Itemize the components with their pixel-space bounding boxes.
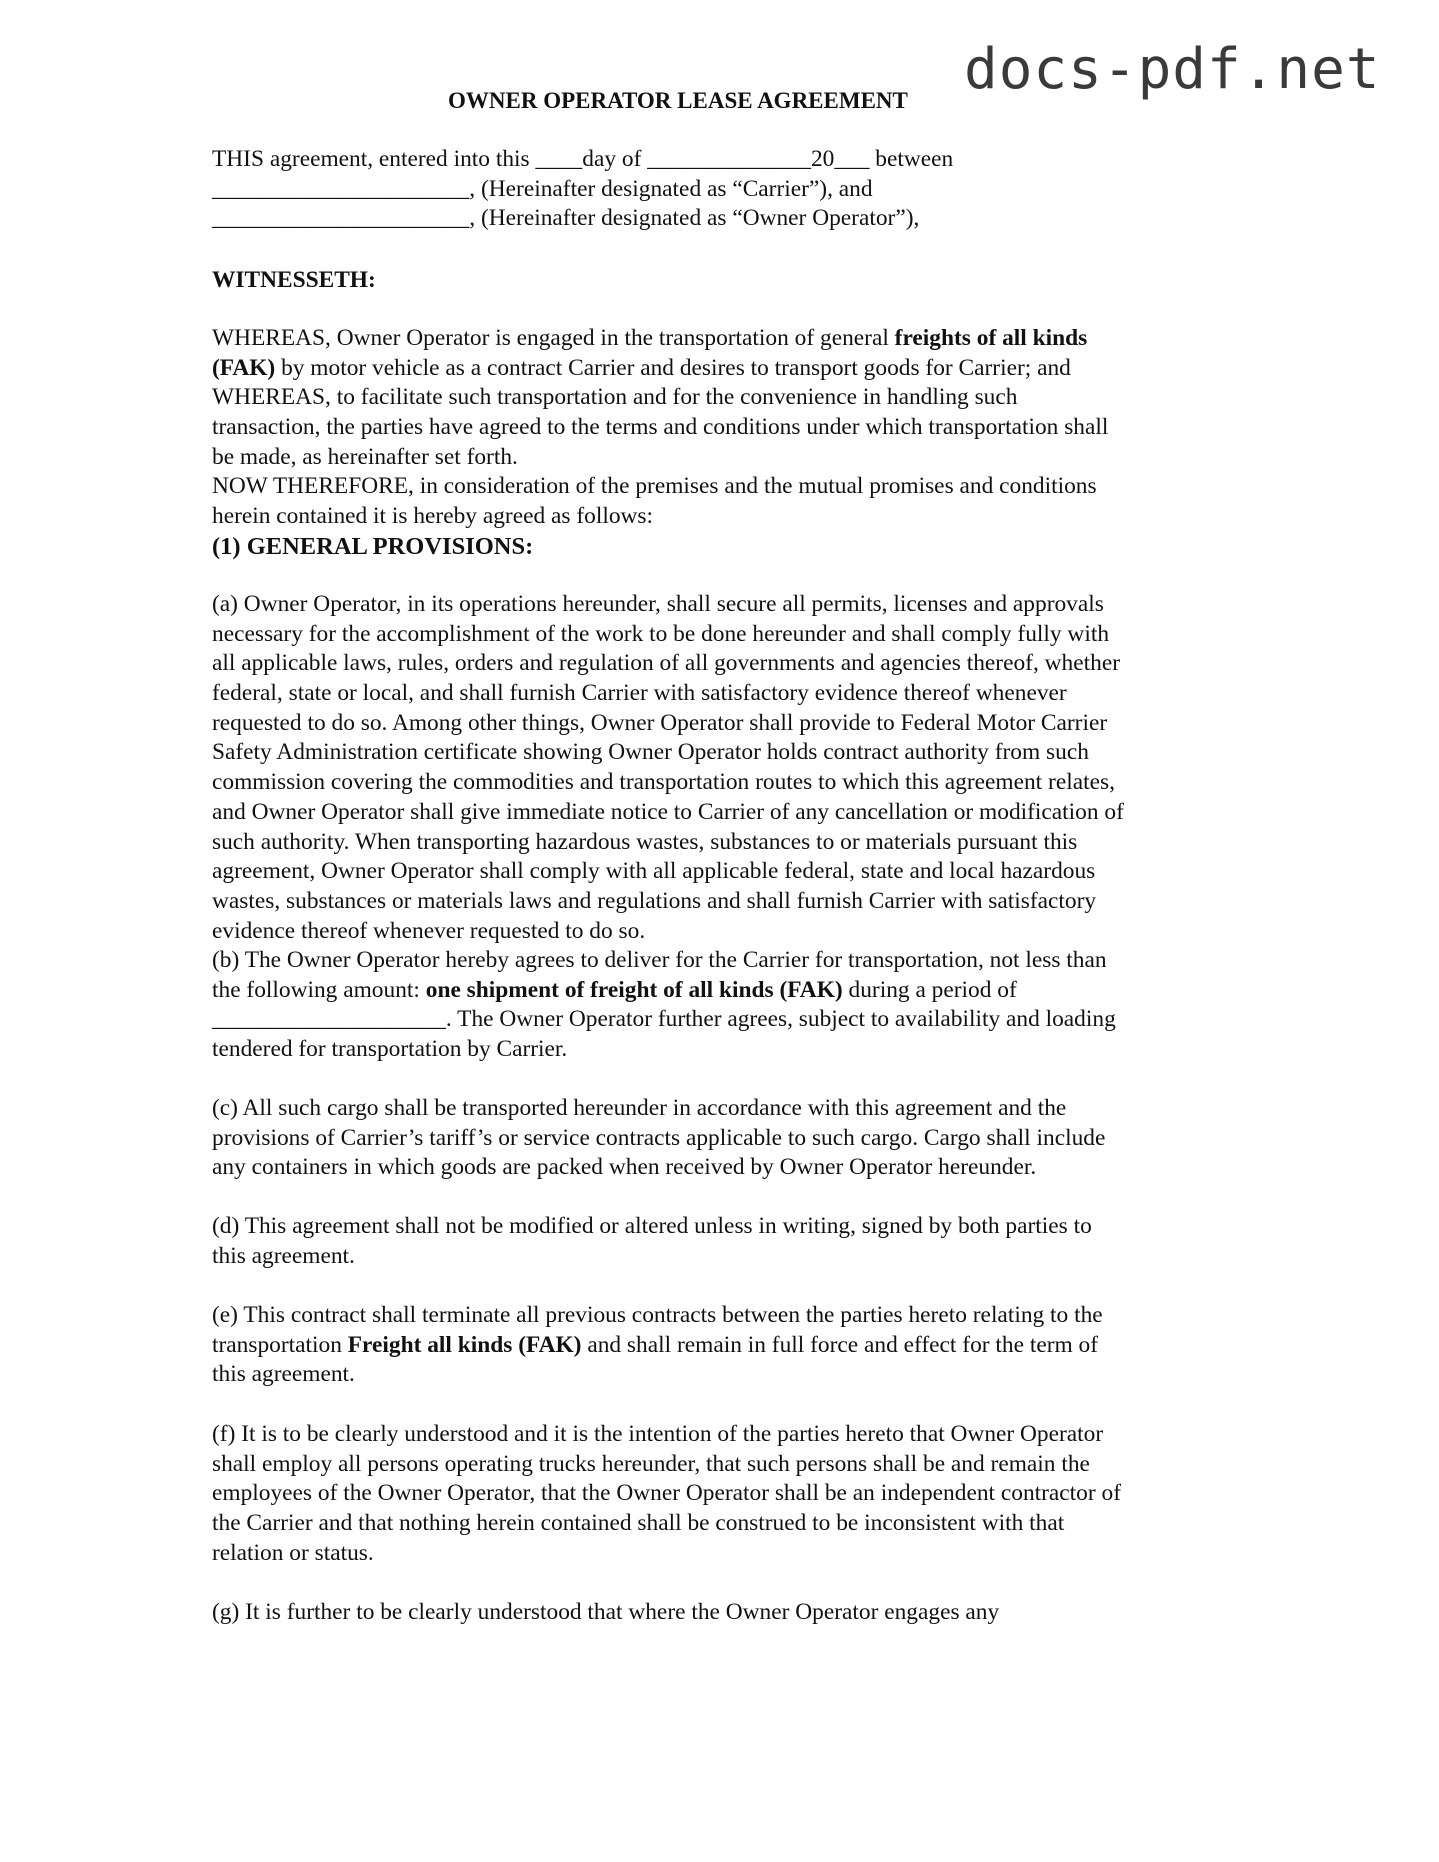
paragraph-line: shall employ all persons operating trucks hereunder, that such persons shall be and remain the [212, 1450, 1090, 1477]
paragraph-line: commission covering the commodities and transportation routes to which this agreement relates, [212, 769, 1115, 796]
witnesseth-label: WITNESSETH: [212, 267, 376, 293]
paragraph-line: evidence thereof whenever requested to do so. [212, 917, 646, 944]
paragraph-a [212, 590, 1262, 946]
paragraph-c [212, 1094, 1262, 1183]
paragraph-line: and Owner Operator shall give immediate notice to Carrier of any cancellation or modification of [212, 798, 1124, 825]
whereas-line: WHEREAS, Owner Operator is engaged in the transportation of general freights of all kinds [212, 325, 1088, 351]
paragraph-line: (d) This agreement shall not be modified or altered unless in writing, signed by both parties to [212, 1213, 1092, 1239]
paragraph-line: (c) All such cargo shall be transported hereunder in accordance with this agreement and the [212, 1095, 1067, 1121]
paragraph-line: (a) Owner Operator, in its operations hereunder, shall secure all permits, licenses and approvals [212, 591, 1104, 617]
paragraph-line: the Carrier and that nothing herein contained shall be construed to be inconsistent with that [212, 1510, 1065, 1537]
intro-paragraph [212, 145, 1262, 234]
whereas-line: NOW THEREFORE, in consideration of the premises and the mutual promises and conditions [212, 473, 1097, 500]
paragraph-b [212, 946, 1262, 1065]
paragraph-line: (g) It is further to be clearly understood that where the Owner Operator engages any [212, 1599, 1000, 1625]
whereas-line: WHEREAS, to facilitate such transportation and for the convenience in handling such [212, 384, 1018, 411]
paragraph-line: ____________________. The Owner Operator further agrees, subject to availability and loading [212, 1006, 1116, 1033]
paragraph-line: wastes, substances or materials laws and regulations and shall furnish Carrier with satisfactory [212, 887, 1097, 914]
paragraph-d [212, 1212, 1262, 1271]
paragraph-line: provisions of Carrier’s tariff’s or service contracts applicable to such cargo. Cargo shall include [212, 1124, 1106, 1151]
whereas-line: herein contained it is hereby agreed as follows: [212, 503, 654, 530]
paragraph-e [212, 1301, 1262, 1390]
section-heading: (1) GENERAL PROVISIONS: [212, 532, 534, 560]
paragraph-line: Safety Administration certificate showing Owner Operator holds contract authority from such [212, 739, 1089, 766]
witnesseth-heading [212, 266, 1262, 296]
paragraph-f [212, 1420, 1262, 1568]
whereas-line: (FAK) by motor vehicle as a contract Carrier and desires to transport goods for Carrier; and [212, 354, 1071, 381]
intro-line: THIS agreement, entered into this ____day of ______________20___ between [212, 146, 954, 172]
paragraph-line: federal, state or local, and shall furnish Carrier with satisfactory evidence thereof whenever [212, 680, 1067, 707]
whereas-line: transaction, the parties have agreed to the terms and conditions under which transportation shall [212, 414, 1109, 441]
paragraph-line: (f) It is to be clearly understood and it is the intention of the parties hereto that Owner Operator [212, 1421, 1104, 1447]
paragraph-line: such authority. When transporting hazardous wastes, substances to or materials pursuant this [212, 828, 1078, 855]
whereas-line: be made, as hereinafter set forth. [212, 443, 518, 470]
paragraph-line: this agreement. [212, 1361, 355, 1388]
paragraph-line: (e) This contract shall terminate all previous contracts between the parties hereto relating to the [212, 1302, 1103, 1328]
paragraph-line: employees of the Owner Operator, that the Owner Operator shall be an independent contractor of [212, 1480, 1122, 1507]
paragraph-line: necessary for the accomplishment of the work to be done hereunder and shall comply fully with [212, 620, 1110, 647]
paragraph-line: any containers in which goods are packed when received by Owner Operator hereunder. [212, 1154, 1037, 1181]
paragraph-line: this agreement. [212, 1242, 355, 1269]
paragraph-line: all applicable laws, rules, orders and regulation of all governments and agencies thereof, whether [212, 650, 1120, 677]
paragraph-line: tendered for transportation by Carrier. [212, 1036, 568, 1063]
watermark: docs-pdf.net [964, 37, 1381, 102]
paragraph-line: relation or status. [212, 1539, 374, 1566]
whereas-paragraph [212, 324, 1262, 562]
paragraph-line: agreement, Owner Operator shall comply with all applicable federal, state and local hazardous [212, 858, 1096, 885]
intro-line: ______________________, (Hereinafter designated as “Owner Operator”), [212, 205, 920, 232]
intro-line: ______________________, (Hereinafter designated as “Carrier”), and [212, 175, 873, 202]
paragraph-line: (b) The Owner Operator hereby agrees to deliver for the Carrier for transportation, not less than [212, 947, 1107, 973]
paragraph-line: requested to do so. Among other things, Owner Operator shall provide to Federal Motor Carrier [212, 709, 1108, 736]
paragraph-line: the following amount: one shipment of freight of all kinds (FAK) during a period of [212, 976, 1017, 1003]
document-title: OWNER OPERATOR LEASE AGREEMENT [448, 88, 908, 113]
paragraph-line: transportation Freight all kinds (FAK) and shall remain in full force and effect for the term of [212, 1331, 1099, 1358]
paragraph-g [212, 1598, 1262, 1628]
